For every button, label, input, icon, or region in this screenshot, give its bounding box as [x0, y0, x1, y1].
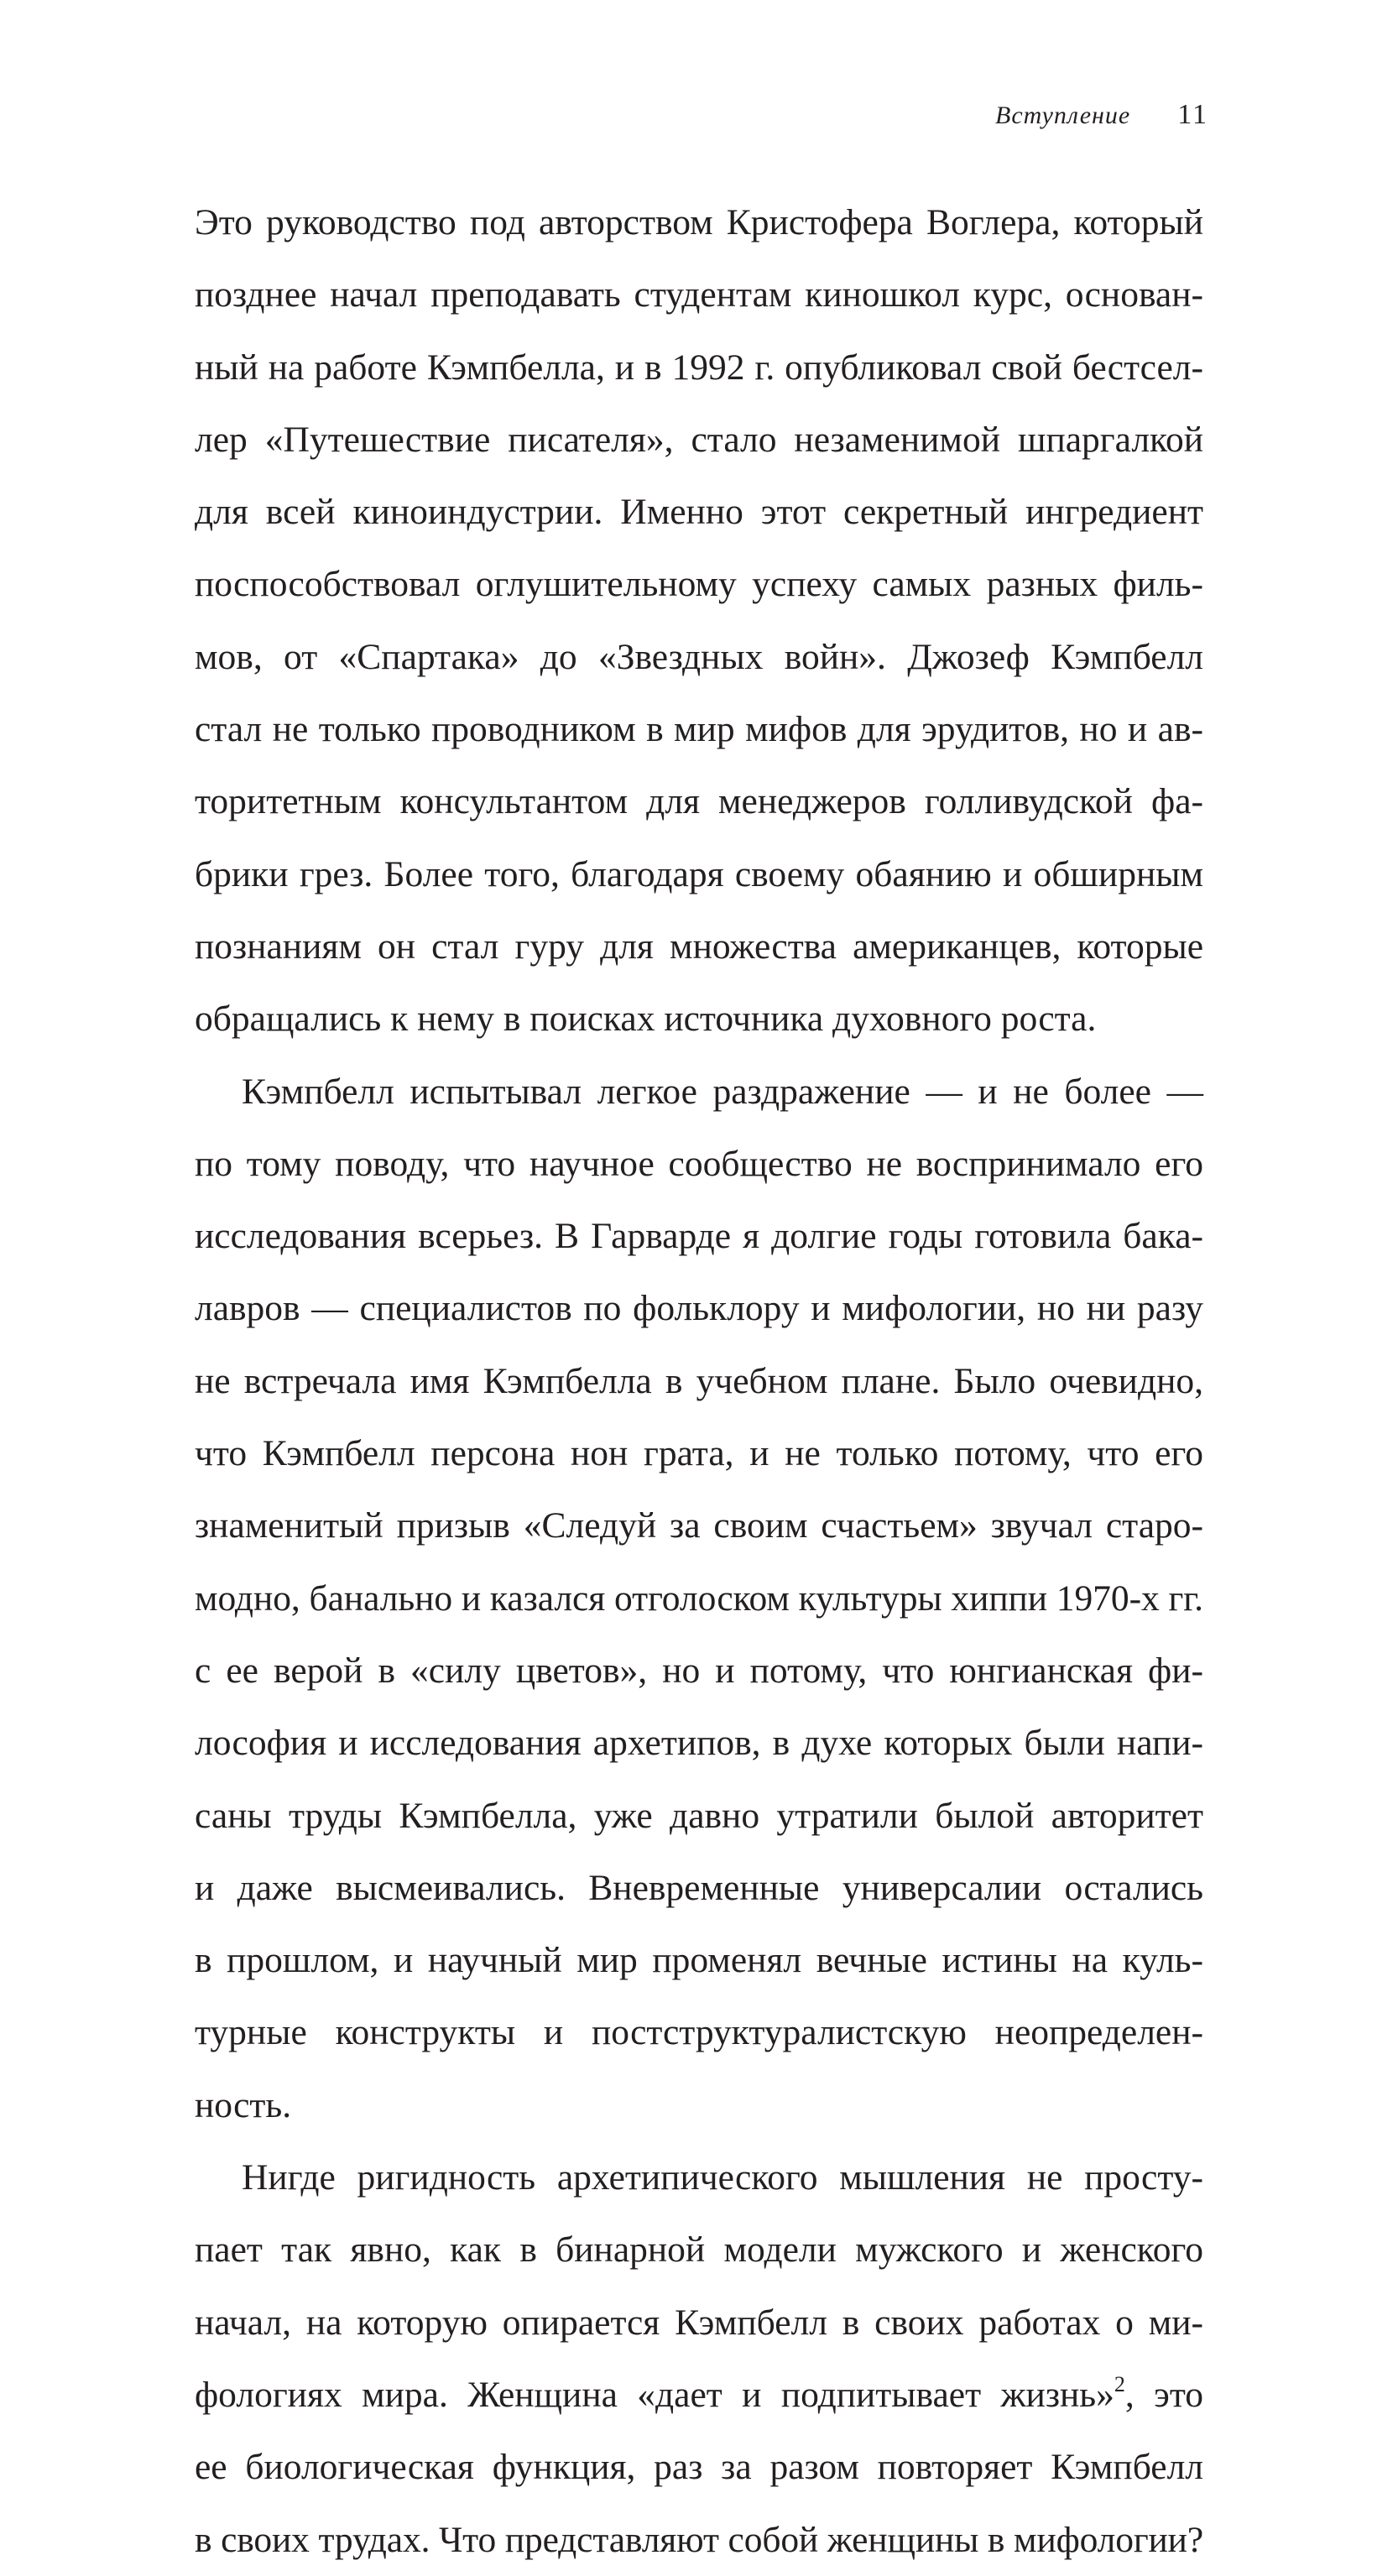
text-segment: фологиях мира. Женщина «дает и подпитывает жизнь»	[195, 2374, 1114, 2415]
text-line: саны труды Кэмпбелла, уже давно утратили былой авторитет	[195, 1795, 1203, 1836]
text-line: лософия и исследования архетипов, в духе которых были напи-	[195, 1723, 1203, 1764]
text-line: в своих трудах. Что представляют собой женщины в мифологии?	[195, 2519, 1203, 2560]
text-line: для всей киноиндустрии. Именно этот секретный ингредиент	[195, 492, 1203, 533]
text-line: Это руководство под авторством Кристофера Воглера, который	[195, 202, 1203, 242]
text-line: лавров — специалистов по фольклору и мифологии, но ни разу	[195, 1288, 1203, 1329]
text-line: что Кэмпбелл персона нон грата, и не только потому, что его	[195, 1433, 1203, 1474]
page-number: 11	[1177, 99, 1208, 130]
text-line: ность.	[195, 2084, 292, 2125]
text-line: ее биологическая функция, раз за разом повторяет Кэмпбелл	[195, 2447, 1203, 2488]
running-title: Вступление	[995, 102, 1131, 129]
text-line: Нигде ригидность архетипического мышления не просту-	[242, 2157, 1203, 2198]
text-segment: , это	[1124, 2374, 1203, 2415]
text-line: торитетным консультантом для менеджеров голливудской фа-	[195, 781, 1203, 822]
text-line: обращались к нему в поисках источника духовного роста.	[195, 999, 1097, 1040]
text-line: с ее верой в «силу цветов», но и потому, что юнгианская фи-	[195, 1650, 1203, 1691]
text-line: начал, на которую опирается Кэмпбелл в своих работах о ми-	[195, 2302, 1203, 2343]
text-line: стал не только проводником в мир мифов для эрудитов, но и ав-	[195, 709, 1203, 750]
text-line-with-footnote	[195, 2359, 1203, 2431]
running-head	[995, 99, 1208, 131]
text-line: ный на работе Кэмпбелла, и в 1992 г. опубликовал свой бестсел-	[195, 347, 1203, 388]
text-line: турные конструкты и постструктуралистскую неопределен-	[195, 2012, 1203, 2053]
text-line: в прошлом, и научный мир променял вечные истины на куль-	[195, 1940, 1203, 1981]
text-line: мов, от «Спартака» до «Звездных войн». Джозеф Кэмпбелл	[195, 636, 1203, 677]
text-line: лер «Путешествие писателя», стало незаменимой шпаргалкой	[195, 419, 1203, 460]
text-line: модно, банально и казался отголоском культуры хиппи 1970-х гг.	[195, 1577, 1203, 1619]
text-line: позднее начал преподавать студентам киношкол курс, основан-	[195, 274, 1203, 315]
text-line: пает так явно, как в бинарной модели мужского и женского	[195, 2229, 1203, 2271]
text-line: и даже высмеивались. Вневременные универсалии остались	[195, 1867, 1203, 1908]
text-line: знаменитый призыв «Следуй за своим счастьем» звучал старо-	[195, 1505, 1203, 1546]
text-line: познаниям он стал гуру для множества американцев, которые	[195, 926, 1203, 967]
text-line: брики грез. Более того, благодаря своему обаянию и обширным	[195, 853, 1203, 894]
footnote-reference[interactable]: 2	[1114, 2371, 1125, 2396]
text-line: по тому поводу, что научное сообщество не воспринимало его	[195, 1143, 1203, 1184]
text-line: не встречала имя Кэмпбелла в учебном плане. Было очевидно,	[195, 1360, 1203, 1401]
text-line: исследования всерьез. В Гарварде я долгие годы готовила бака-	[195, 1216, 1203, 1257]
text-line: поспособствовал оглушительному успеху самых разных филь-	[195, 564, 1203, 605]
body-text	[195, 186, 1203, 2576]
text-line: Кэмпбелл испытывал легкое раздражение — и не более —	[242, 1071, 1203, 1112]
